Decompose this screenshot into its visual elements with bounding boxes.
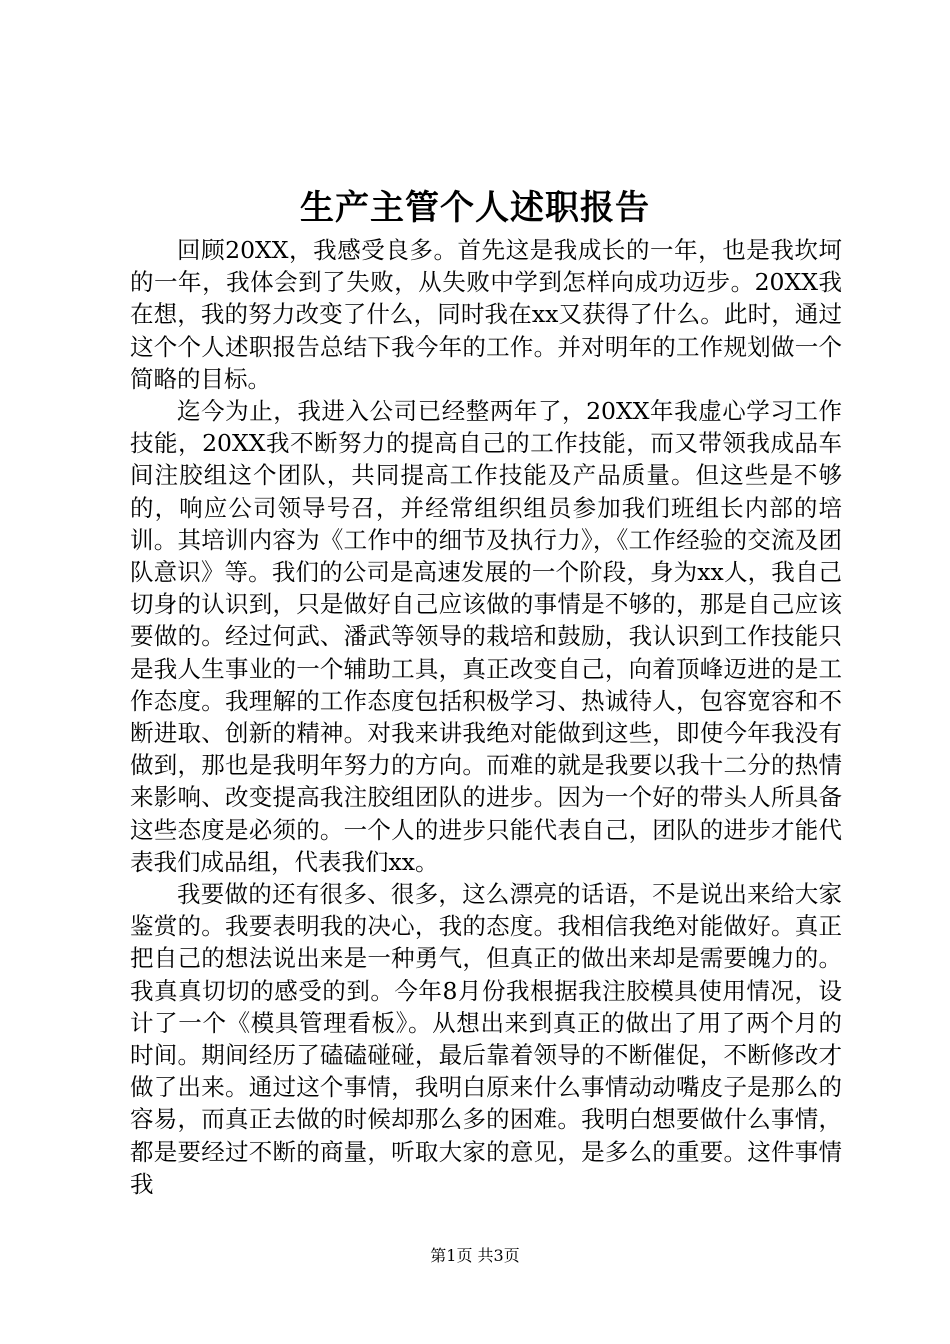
page-footer: 第1页 共3页 [430, 1246, 520, 1265]
body-paragraph-3: 我要做的还有很多、很多，这么漂亮的话语，不是说出来给大家鉴赏的。我要表明我的决心，我的态度。我相信我绝对能做好。真正把自己的想法说出来是一种勇气，但真正的做出来却是需要魄力的。我真真切切的感受的到。今年8月份我根据我注胶模具使用情况，设计了一个《模具管理看板》。从想出来到真正的做出了用了两个月的时间。期间经历了磕磕碰碰，最后靠着领导的不断催促，不断修改才做了出来。通过这个事情，我明白原来什么事情动动嘴皮子是那么的容易，而真正去做的时候却那么多的困难。我明白想要做什么事情，都是要经过不断的商量，听取大家的意见，是多么的重要。这件事情我 [130, 880, 842, 1198]
body-paragraph-2: 迄今为止，我进入公司已经整两年了，20XX年我虚心学习工作技能，20XX我不断努力的提高自己的工作技能，而又带领我成品车间注胶组这个团队，共同提高工作技能及产品质量。但这些是不够的，响应公司领导号召，并经常组织组员参加我们班组长内部的培训。其培训内容为《工作中的细节及执行力》，《工作经验的交流及团队意识》等。我们的公司是高速发展的一个阶段，身为xx人，我自己切身的认识到，只是做好自己应该做的事情是不够的，那是自己应该要做的。经过何武、潘武等领导的栽培和鼓励，我认识到工作技能只是我人生事业的一个辅助工具，真正改变自己，向着顶峰迈进的是工作态度。我理解的工作态度包括积极学习、热诚待人，包容宽容和不断进取、创新的精神。对我来讲我绝对能做到这些，即使今年我没有做到，那也是我明年努力的方向。而难的就是我要以我十二分的热情来影响、改变提高我注胶组团队的进步。因为一个好的带头人所具备这些态度是必须的。一个人的进步只能代表自己，团队的进步才能代表我们成品组，代表我们xx。 [130, 397, 842, 876]
body-paragraph-1: 回顾20XX，我感受良多。首先这是我成长的一年，也是我坎坷的一年，我体会到了失败，从失败中学到怎样向成功迈步。20XX我在想，我的努力改变了什么，同时我在xx又获得了什么。此时，通过这个个人述职报告总结下我今年的工作。并对明年的工作规划做一个简略的目标。 [130, 236, 842, 393]
document-body [130, 234, 842, 1200]
document-title: 生产主管个人述职报告 [300, 188, 650, 228]
